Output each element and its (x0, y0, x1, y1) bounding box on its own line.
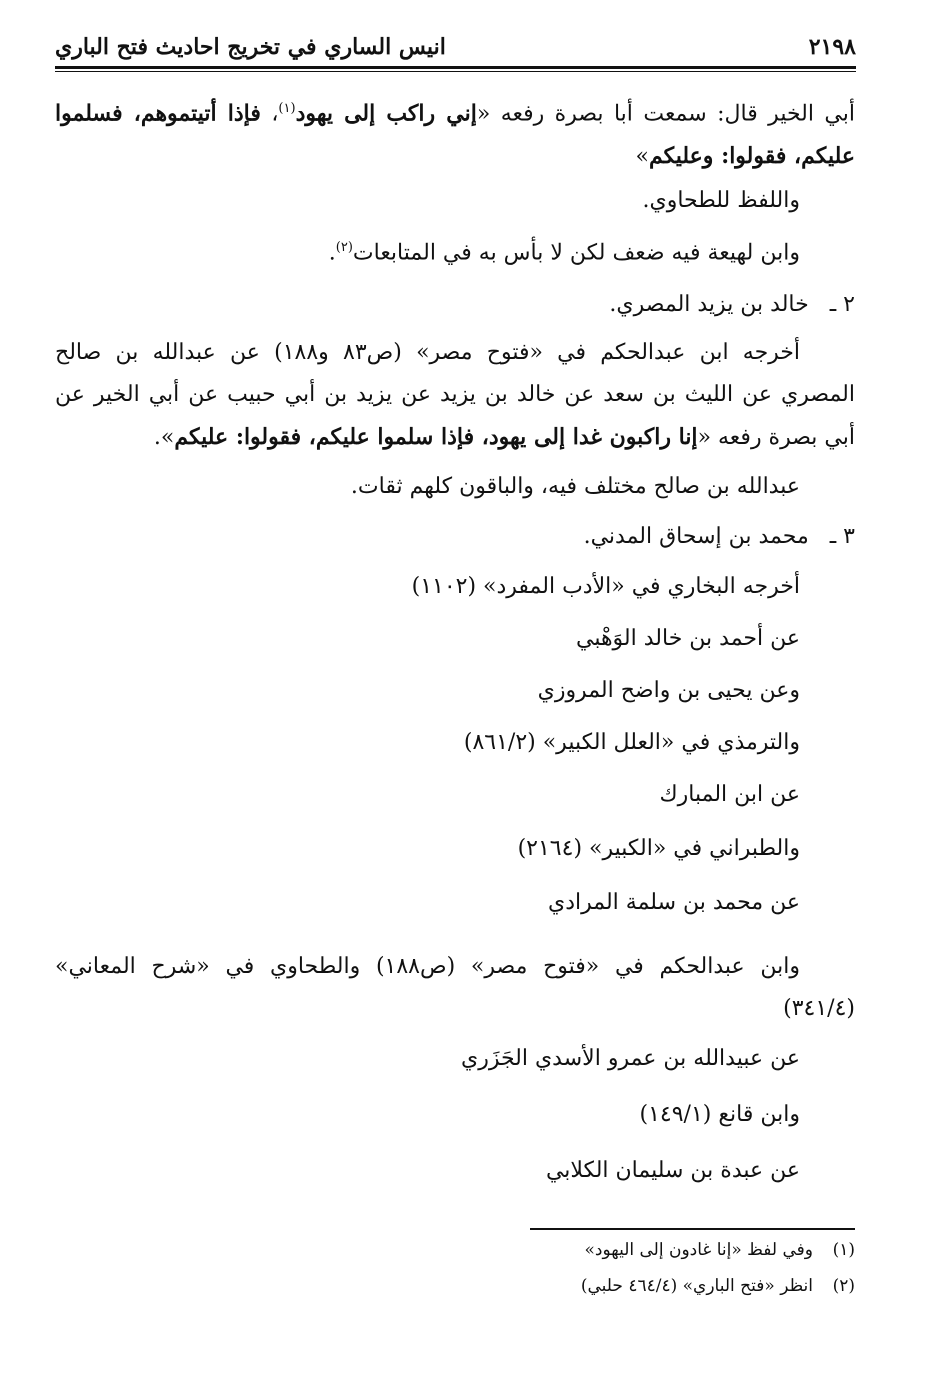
p3-text: وابن لهيعة فيه ضعف لكن لا بأس به في المتابعات (352, 240, 800, 266)
footnote-2 (581, 1276, 855, 1296)
source-line: والطبراني في «الكبير» (٢١٦٤) (517, 836, 800, 861)
list-item-2 (609, 292, 855, 317)
header-rule-thick (55, 66, 856, 69)
footnote-1 (584, 1240, 855, 1260)
footnote-ref-1[interactable]: (١) (278, 101, 296, 116)
list-item-text: خالد بن يزيد المصري. (609, 292, 809, 317)
footnote-text: وفي لفظ «إنا غادون إلى اليهود» (584, 1240, 813, 1260)
p1-close-quote: » (635, 144, 649, 170)
paragraph-abi-al-khayr (55, 88, 855, 178)
p1-hadith-bold-2: فإذا أتيتموهم، فسلموا عليكم، فقولوا: وعليكم (55, 100, 855, 170)
list-item-3 (584, 524, 855, 549)
paragraph-ibn-abdulhakam-tahawi: وابن عبدالحكم في «فتوح مصر» (ص١٨٨) والطحاوي في «شرح المعاني» (٣٤١/٤) (55, 954, 855, 1021)
source-line: والترمذي في «العلل الكبير» (٨٦١/٢) (463, 730, 800, 755)
source-line: وابن قانع (١٤٩/١) (639, 1102, 800, 1127)
source-line: عن ابن المبارك (659, 782, 800, 807)
paragraph-tahawi-wording: واللفظ للطحاوي. (642, 188, 800, 213)
p4-hadith-bold: إنا راكبون غدا إلى يهود، فإذا سلموا عليكم، فقولوا: عليكم (174, 424, 698, 450)
list-item-number: ٢ ـ (829, 292, 855, 317)
p4-text: أخرجه ابن عبدالحكم في «فتوح مصر» (ص٨٣ و١٨٨) عن عبدالله بن صالح المصري عن الليث بن سعد عن خالد بن يزيد عن يزيد بن أبي حبيب عن أبي الخير عن أبي بصرة رفعه « (55, 340, 855, 450)
p1-sep: ، (260, 101, 279, 127)
list-item-number: ٣ ـ (829, 524, 855, 549)
header-rule-thin (55, 71, 856, 72)
source-line: وعن يحيى بن واضح المروزي (537, 678, 800, 703)
paragraph-ibn-abdulhakam (55, 332, 855, 459)
source-line: عن عبيدالله بن عمرو الأسدي الجَزَري (460, 1046, 800, 1071)
source-line: عن محمد بن سلمة المرادي (547, 890, 800, 915)
paragraph-abdullah-bin-salih: عبدالله بن صالح مختلف فيه، والباقون كلهم ثقات. (350, 474, 800, 499)
source-line: عن عبدة بن سليمان الكلابي (545, 1158, 800, 1183)
running-header (55, 30, 856, 64)
list-item-text: محمد بن إسحاق المدني. (583, 524, 809, 549)
page-number: ٢١٩٨ (808, 34, 856, 60)
source-line: أخرجه البخاري في «الأدب المفرد» (١١٠٢) (411, 574, 800, 599)
p4-close: ». (153, 425, 175, 450)
running-title: انيس الساري في تخريج احاديث فتح الباري (55, 34, 446, 60)
footnote-separator (530, 1228, 855, 1230)
footnote-ref-2[interactable]: (٢) (335, 240, 353, 255)
p1-text: أبي الخير قال: سمعت أبا بصرة رفعه « (476, 101, 855, 127)
source-line: عن أحمد بن خالد الوَهْبي (575, 626, 800, 651)
footnote-mark: (١) (832, 1240, 855, 1260)
p3-period: . (328, 240, 336, 266)
p1-hadith-bold: إني راكب إلى يهود (295, 100, 477, 127)
footnote-mark: (٢) (832, 1276, 855, 1296)
paragraph-ibn-lahia (329, 240, 800, 265)
footnote-text: انظر «فتح الباري» (٤٦٤/٤ حلبي) (580, 1276, 813, 1296)
